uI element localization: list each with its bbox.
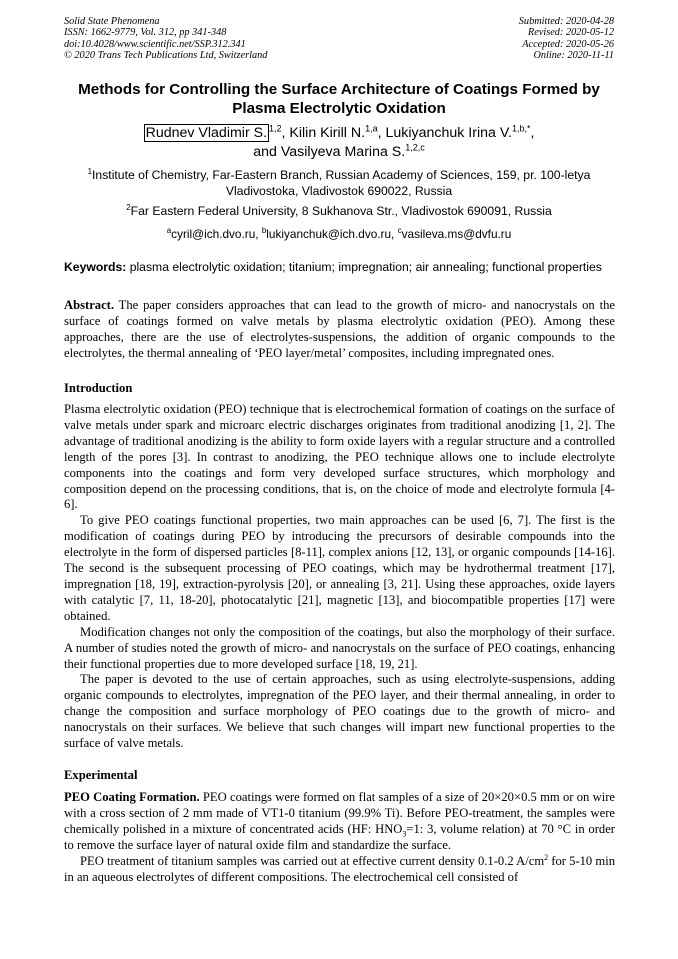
introduction-heading: Introduction bbox=[64, 381, 133, 395]
exp-subheading: PEO Coating Formation. bbox=[64, 790, 200, 804]
journal-name: Solid State Phenomena bbox=[64, 16, 160, 27]
date-revised: Revised: 2020-05-12 bbox=[527, 27, 614, 39]
affiliation-2-text: Far Eastern Federal University, 8 Sukhanova Str., Vladivostok 690091, Russia bbox=[130, 204, 552, 218]
exp-paragraph-1 bbox=[64, 790, 615, 854]
author-separator: , bbox=[530, 125, 535, 141]
email-b-mark: b bbox=[261, 226, 267, 236]
author-kilin: , Kilin Kirill N. bbox=[281, 125, 366, 141]
exp-paragraph-1-a: PEO coatings were formed on flat samples of a size of 20×20×0.5 mm or on wire with a cross section of 2 mm made of VT1-0 titanium (99.9% Ti). Before PEO-treatment, the samples were chemically polished in a mixture of concentrated acids (HF: HNO bbox=[64, 790, 615, 836]
date-online: Online: 2020-11-11 bbox=[533, 50, 614, 62]
abstract bbox=[64, 298, 615, 362]
author-rudnev-affil: 1,2 bbox=[269, 123, 282, 134]
journal-doi: doi:10.4028/www.scientific.net/SSP.312.341 bbox=[64, 38, 246, 50]
keywords bbox=[64, 260, 616, 276]
author-kilin-affil: 1,a bbox=[365, 123, 378, 134]
introduction-body bbox=[64, 402, 615, 752]
author-lukiyanchuk-affil: 1,b,* bbox=[511, 123, 531, 134]
author-list bbox=[60, 124, 618, 163]
abstract-text: The paper considers approaches that can lead to the growth of micro- and nanocrystals on the surface of coatings formed on valve metals by plasma electrolytic oxidation (PEO). Among these approaches, there are the use of electrolytes-suspensions, the addition of organic compounds to the electrolytes, the thermal annealing of ‘PEO layer/metal’ composites, including impregnated ones. bbox=[64, 298, 615, 360]
keywords-text: plasma electrolytic oxidation; titanium; impregnation; air annealing; functional properties bbox=[126, 260, 602, 274]
journal-copyright: © 2020 Trans Tech Publications Ltd, Switzerland bbox=[64, 50, 268, 62]
author-rudnev: Rudnev Vladimir S. bbox=[145, 125, 268, 141]
journal-issn: ISSN: 1662-9779, Vol. 312, pp 341-348 bbox=[64, 27, 227, 39]
email-b: lukiyanchuk@ich.dvo.ru, bbox=[266, 227, 398, 241]
submission-dates bbox=[519, 16, 614, 62]
exp-paragraph-2-b: for 5-10 min in an aqueous electrolytes of different compositions. The electrochemical cell consisted of bbox=[64, 853, 615, 884]
exp-paragraph-1-b: =1: 3, volume relation) at 70 °C in order to remove the surface layer of natural oxide film and standardize the surface. bbox=[64, 821, 615, 852]
keywords-label: Keywords: bbox=[64, 260, 127, 274]
email-a-mark: a bbox=[166, 226, 172, 236]
experimental-heading: Experimental bbox=[64, 768, 138, 782]
email-c-mark: c bbox=[397, 226, 402, 236]
author-lukiyanchuk: , Lukiyanchuk Irina V. bbox=[377, 125, 512, 141]
affiliation-1 bbox=[66, 168, 612, 199]
experimental-body bbox=[64, 790, 615, 885]
abstract-label: Abstract. bbox=[64, 298, 115, 312]
date-accepted: Accepted: 2020-05-26 bbox=[522, 38, 614, 50]
author-vasilyeva-affil: 1,2,c bbox=[405, 142, 425, 153]
date-submitted: Submitted: 2020-04-28 bbox=[518, 16, 614, 27]
intro-paragraph-4: The paper is devoted to the use of certain approaches, such as using electrolyte-suspensions, adding organic compounds to electrolytes, impregnation of the PEO layer, and their thermal annealing, in order to change the composition and surface morphology of PEO coatings due to the growth of micro- and nanocrystals on their surfaces. We believe that such changes will impart new functional properties to the surface of valve metals. bbox=[64, 672, 615, 751]
email-a: cyril@ich.dvo.ru, bbox=[171, 227, 262, 241]
author-line-2 bbox=[60, 143, 618, 162]
author-vasilyeva: and Vasilyeva Marina S. bbox=[253, 144, 406, 161]
exp-paragraph-2 bbox=[64, 854, 615, 886]
exp-paragraph-2-a: PEO treatment of titanium samples was carried out at effective current density 0.1-0.2 A/cm bbox=[80, 853, 545, 868]
affiliation-1-mark: 1 bbox=[87, 166, 93, 176]
intro-paragraph-2: To give PEO coatings functional properties, two main approaches can be used [6, 7]. The first is the modification of coatings during PEO by introducing the precursors of desirable compounds into the electrolyte in the form of dispersed particles [8-11], complex anions [12, 13], or organic compounds [14-16]. The second is the subsequent processing of PEO coatings, which may be hydrothermal treatment [17], impregnation [18, 19], extraction-pyrolysis [20], or annealing [3, 21]. Using these approaches, oxide layers with catalytic [7, 11, 18-20], photocatalytic [21], magnetic [13], and biocompatible properties [17] were obtained. bbox=[64, 513, 615, 623]
affiliation-2-mark: 2 bbox=[126, 202, 131, 212]
affiliation-1-text: Institute of Chemistry, Far-Eastern Branch, Russian Academy of Sciences, 159, pr. 100-letya Vladivostoka, Vladivostok 690022, Russia bbox=[92, 168, 591, 198]
intro-paragraph-3: Modification changes not only the composition of the coatings, but also the morphology of their surface. A number of studies noted the growth of micro- and nanocrystals on the surface of PEO coatings, enhancing their functional properties due to more developed surface [18, 19, 21]. bbox=[64, 624, 615, 671]
journal-info bbox=[64, 16, 267, 62]
affiliation-2 bbox=[66, 204, 612, 220]
exp-paragraph-1-sub: 3 bbox=[402, 829, 407, 839]
paper-title: Methods for Controlling the Surface Architecture of Coatings Formed by Plasma Electrolytic Oxidation bbox=[78, 81, 600, 117]
email-c: vasileva.ms@dvfu.ru bbox=[401, 227, 512, 241]
intro-paragraph-1: Plasma electrolytic oxidation (PEO) technique that is electrochemical formation of coatings on the surface of valve metals under spark and microarc electric discharges originates from traditional anodizing [1, 2]. The advantage of traditional anodizing is the ability to form oxide layers with a regular structure and a controlled length of the pores [3]. In contrast to anodizing, the PEO technique allows one to include electrolyte components into the coatings and form very developed surface structures, which morphology and composition depend on the processing conditions, that is, on the choice of mode and electrolyte formula [4-6]. bbox=[64, 402, 615, 512]
author-emails bbox=[66, 227, 612, 242]
exp-paragraph-2-sup: 2 bbox=[544, 852, 549, 862]
author-line-1 bbox=[60, 124, 618, 143]
